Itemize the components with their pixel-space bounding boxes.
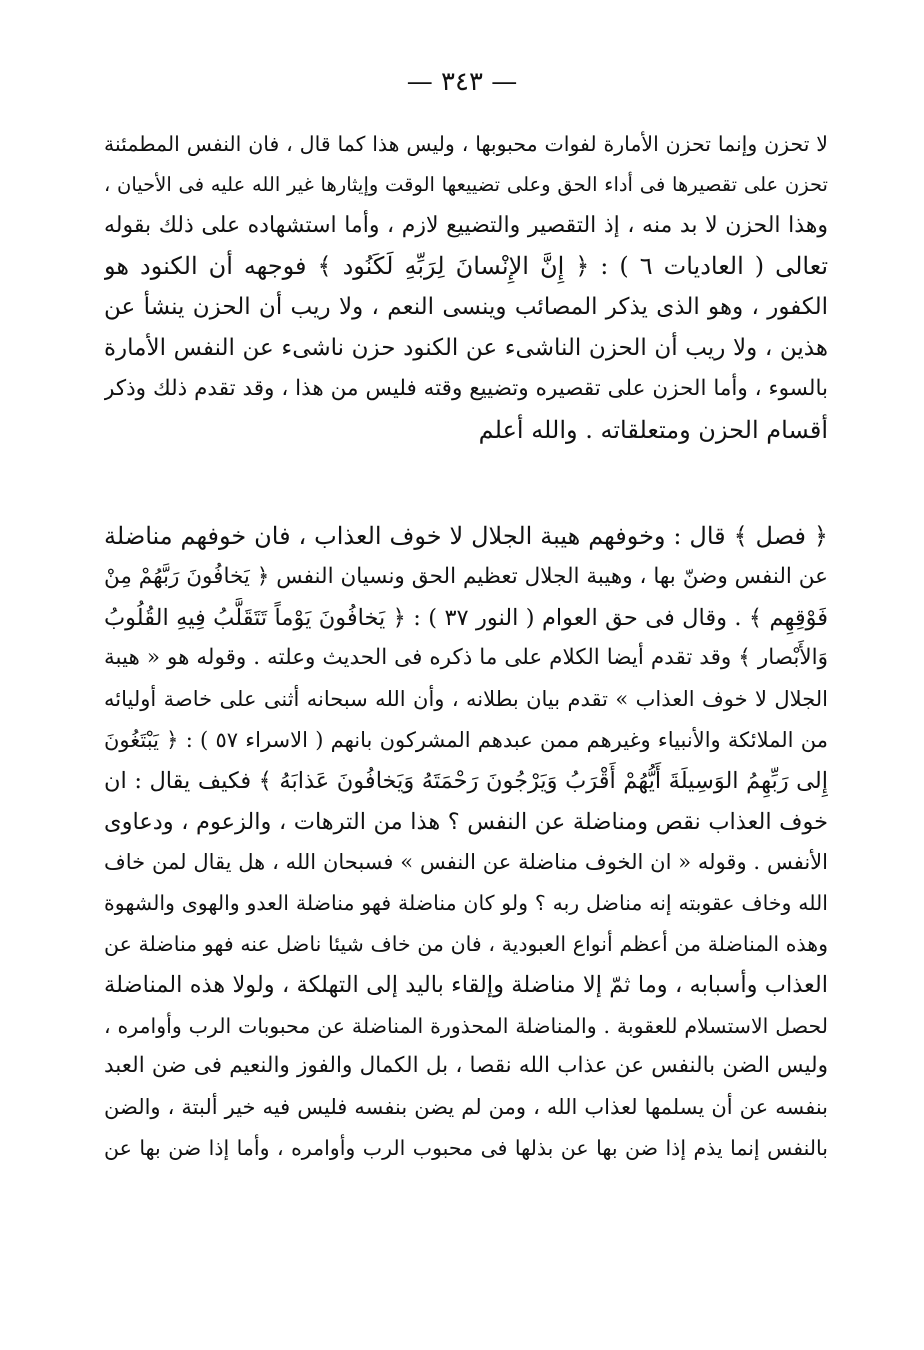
text-line: عن النفس وضنّ بها ، وهيبة الجلال تعظيم الحق ونسيان النفس ﴿ يَخافُونَ رَبَّهُمْ مِنْ — [104, 563, 828, 589]
text-line: تحزن على تقصيرها فى أداء الحق وعلى تضييعها الوقت وإيثارها غير الله عليه فى الأحيان ، — [104, 172, 828, 196]
text-line: وَالأَبْصار ﴾ وقد تقدم أيضا الكلام على ما ذكره فى الحديث وعلته . وقوله هو « هيبة — [104, 645, 828, 671]
text-line: بنفسه عن أن يسلمها لعذاب الله ، ومن لم يضن بنفسه فليس فيه خير ألبتة ، والضن — [104, 1095, 828, 1120]
text-line: وليس الضن بالنفس عن عذاب الله نقصا ، بل الكمال والفوز والنعيم فى ضن العبد — [104, 1053, 828, 1079]
text-line: خوف العذاب نقص ومناضلة عن النفس ؟ هذا من الترهات ، والزعوم ، ودعاوى — [104, 808, 828, 835]
text-line: إِلى رَبِّهِمُ الوَسِيلَةَ أَيُّهُمْ أَقْرَبُ وَيَرْجُونَ رَحْمَتَهُ وَيَخافُونَ عَذابَهُ ﴾ فكيف يقال : ان — [104, 767, 828, 794]
text-line: هذين ، ولا ريب أن الحزن الناشىء عن الكنود حزن ناشىء عن النفس الأمارة — [104, 334, 828, 361]
text-line: أقسام الحزن ومتعلقاته . والله أعلم — [478, 415, 828, 444]
text-line: الله وخاف عقوبته إنه مناضل ربه ؟ ولو كان مناضلة فهو مناضلة العدو والهوى والشهوة — [104, 891, 828, 916]
text-line: تعالى ( العاديات ٦ ) : ﴿ إِنَّ الإِنْسانَ لِرَبِّهِ لَكَنُود ﴾ فوجهه أن الكنود هو — [104, 252, 828, 281]
text-line: بالسوء ، وأما الحزن على تقصيره وتضييع وقته فليس من هذا ، وقد تقدم ذلك وذكر — [104, 375, 828, 401]
text-line: لحصل الاستسلام للعقوبة . والمناضلة المحذورة المناضلة عن محبوبات الرب وأوامره ، — [104, 1013, 828, 1038]
text-line: من الملائكة والأنبياء وغيرهم ممن عبدهم المشركون بانهم ( الاسراء ٥٧ ) : ﴿ يَبْتَغُونَ — [104, 727, 828, 752]
paragraph-2 — [104, 516, 828, 1169]
text-line: العذاب وأسبابه ، وما ثمّ إلا مناضلة وإلقاء باليد إلى التهلكة ، ولولا هذه المناضلة — [104, 971, 828, 998]
text-line: بالنفس إنما يذم إذا ضن بها عن بذلها فى محبوب الرب وأوامره ، وأما إذا ضن بها عن — [104, 1135, 828, 1160]
text-line: الكفور ، وهو الذى يذكر المصائب وينسى النعم ، ولا ريب أن الحزن ينشأ عن — [104, 294, 828, 321]
text-line: الجلال لا خوف العذاب » تقدم بيان بطلانه ، وأن الله سبحانه أثنى على خاصة أوليائه — [104, 687, 828, 712]
text-line: وهذا الحزن لا بد منه ، إذ التقصير والتضييع لازم ، وأما استشهاده على ذلك بقوله — [104, 212, 828, 238]
text-line: وهذه المناضلة من أعظم أنواع العبودية ، فان من خاف شيئا ناضل عنه فهو مناضلة عن — [104, 931, 828, 956]
text-line: فَوْقِهِم ﴾ . وقال فى حق العوام ( النور ٣٧ ) : ﴿ يَخافُونَ يَوْماً تَتَقَلَّبُ فِيهِ القُلُوبُ — [104, 604, 828, 631]
page-number: — ٣٤٣ — — [406, 67, 518, 97]
text-line: الأنفس . وقوله « ان الخوف مناضلة عن النفس » فسبحان الله ، هل يقال لمن خاف — [104, 850, 828, 875]
text-line: ﴿ فصل ﴾ قال : وخوفهم هيبة الجلال لا خوف العذاب ، فان خوفهم مناضلة — [104, 522, 828, 550]
paragraph-1 — [104, 124, 828, 450]
text-line: لا تحزن وإنما تحزن الأمارة لفوات محبوبها ، وليس هذا كما قال ، فان النفس المطمئنة — [104, 132, 828, 156]
